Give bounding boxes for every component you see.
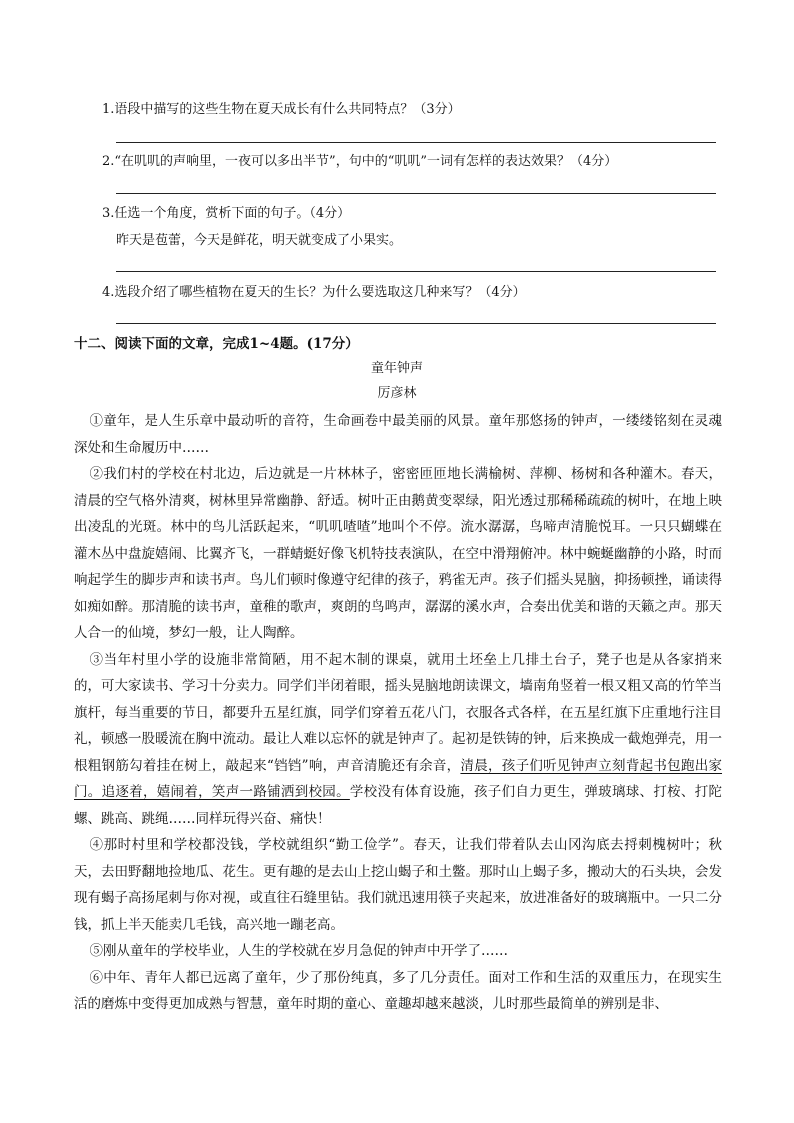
- paragraph-4: ④那时村里和学校都没钱，学校就组织“勤工俭学”。春天，让我们带着队去山冈沟底去捋刺槐树叶；秋天，去田野翻地捡地瓜、花生。更有趣的是去山上挖山蝎子和土鳖。那时山上蝎子多，搬动大的石头块，会发现有蝎子高扬尾刺与你对视，或直往石缝里钻。我们就迅速用筷子夹起来，放进准备好的玻璃瓶中。一只二分钱，抓上半天能卖几毛钱，高兴地一蹦老高。: [74, 837, 722, 933]
- paragraph-1: ①童年，是人生乐章中最动听的音符，生命画卷中最美丽的风景。童年那悠扬的钟声，一缕缕铭刻在灵魂深处和生命履历中……: [74, 413, 722, 456]
- paragraph-3-text-b: 学校没有体育设施，孩子们自力更生，弹玻璃球、打桉、打陀螺、跳高、跳绳……同样玩得兴奋、痛快！: [74, 784, 723, 827]
- underlined-sentence: 清晨，孩子们听见钟声立刻背起书包跑出家门。追逐着，嬉闹着，笑声一路铺洒到校园。: [74, 757, 723, 800]
- answer-line-4[interactable]: [116, 323, 716, 324]
- question-3: 3.任选一个角度，赏析下面的句子。（4分）: [102, 206, 351, 221]
- paragraph-2: ②我们村的学校在村北边，后边就是一片林林子，密密匝匝地长满榆树、萍柳、杨树和各种灌木。春天，清晨的空气格外清爽，树林里异常幽静、舒适。树叶正由鹅黄变翠绿，阳光透过那稀稀疏疏的树叶，在地上映出凌乱的光斑。林中的鸟儿活跃起来，“叽叽喳喳”地叫个不停。流水潺潺，鸟啼声清脆悦耳。一只只蝴蝶在灌木丛中盘旋嬉闹、比翼齐飞，一群蜻蜓好像飞机特技表演队，在空中滑翔俯冲。林中蜿蜒幽静的小路，时而响起学生的脚步声和读书声。鸟儿们顿时像遵守纪律的孩子，鸦雀无声。孩子们摇头晃脑，抑扬顿挫，诵读得如痴如醉。那清脆的读书声，童稚的歌声，爽朗的鸟鸣声，潺潺的溪水声，合奏出优美和谐的天籁之声。那天人合一的仙境，梦幻一般，让人陶醉。: [74, 466, 722, 641]
- question-1: 1.语段中描写的这些生物在夏天成长有什么共同特点？（3分）: [102, 102, 461, 117]
- paragraph-5: ⑤刚从童年的学校毕业，人生的学校就在岁月急促的钟声中开学了……: [89, 943, 509, 959]
- question-2: 2.“在叽叽的声响里，一夜可以多出半节”，句中的“叽叽”一词有怎样的表达效果？（4分）: [102, 154, 618, 169]
- question-4: 4.选段介绍了哪些植物在夏天的生长？为什么要选取这几种来写？（4分）: [102, 285, 526, 300]
- answer-line-3[interactable]: [116, 271, 716, 272]
- article-body: [74, 408, 722, 1018]
- section-heading: 十二、阅读下面的文章，完成1~4题。(17分）: [74, 336, 359, 352]
- answer-line-2[interactable]: [116, 193, 716, 194]
- paragraph-3: [74, 647, 722, 833]
- question-3-quote: 昨天是苞蕾，今天是鲜花，明天就变成了小果实。: [116, 233, 403, 248]
- article-title: 童年钟声: [370, 361, 423, 376]
- article-author: 厉彦林: [377, 386, 417, 401]
- paragraph-6: ⑥中年、青年人都已远离了童年，少了那份纯真，多了几分责任。面对工作和生活的双重压力，在现实生活的磨炼中变得更加成熟与智慧，童年时期的童心、童趣却越来越淡，儿时那些最简单的辨别是非、: [74, 969, 722, 1012]
- answer-line-1[interactable]: [116, 142, 716, 143]
- paragraph-3-text-a: ③当年村里小学的设施非常简陋，用不起木制的课桌，就用土坯垒上几排土台子，凳子也是从各家捎来的，可大家读书、学习十分卖力。同学们半闭着眼，摇头晃脑地朗读课文，墙南角竖着一根又粗又高的竹竿当旗杆，每当重要的节日，都要升五星红旗，同学们穿着五花八门，衣服各式各样，在五星红旗下庄重地行注目礼，顿感一股暖流在胸中流动。最让人难以忘怀的就是钟声了。起初是铁铸的钟，后来换成一截炮弹壳，用一根粗钢筋勾着挂在树上，敲起来“铛铛”响，声音清脆还有余音，: [74, 651, 722, 774]
